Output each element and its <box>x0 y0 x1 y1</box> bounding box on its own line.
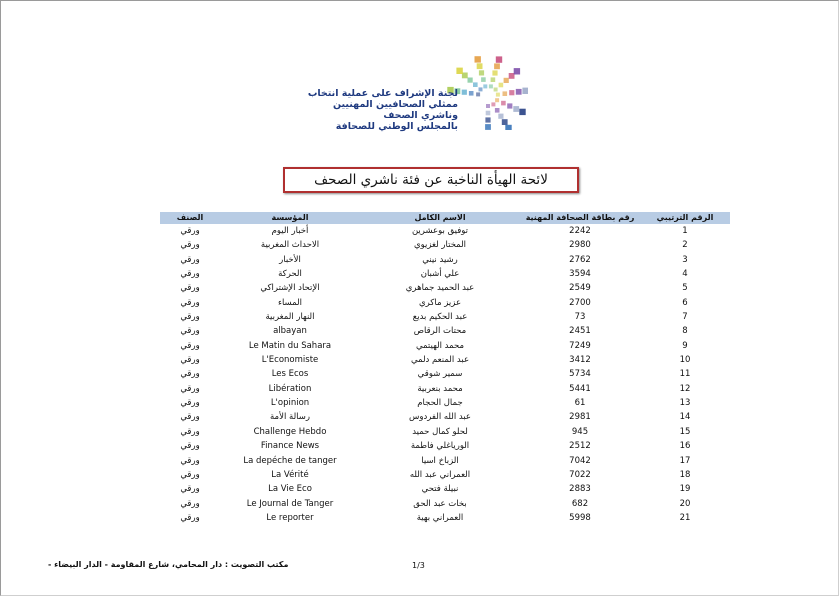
table-row <box>160 353 730 367</box>
logo-line: ممثلي الصحافيين المهنيين <box>332 99 458 110</box>
cell-card: 3412 <box>569 355 591 366</box>
cell-rank: 9 <box>682 340 688 351</box>
table-row <box>160 253 730 267</box>
cell-type: ورقي <box>180 398 200 409</box>
table-row <box>160 454 730 468</box>
cell-card: 2762 <box>569 254 591 265</box>
cell-institution: الاحداث المغربية <box>260 240 320 251</box>
cell-type: ورقي <box>180 426 200 437</box>
cell-name: رشيد نيني <box>422 254 458 265</box>
cell-institution: رسالة الأمة <box>270 412 310 423</box>
cell-institution: La Vérité <box>271 469 309 480</box>
cell-name: الورياغلي فاطمة <box>410 441 470 452</box>
cell-rank: 10 <box>679 355 691 366</box>
cell-type: ورقي <box>180 254 200 265</box>
table-header <box>160 212 730 224</box>
cell-institution: Le reporter <box>266 512 314 523</box>
table-row <box>160 439 730 453</box>
page-number: 1/3 <box>412 561 425 570</box>
header-type: الصنف <box>176 213 204 222</box>
cell-rank: 8 <box>682 326 688 337</box>
cell-card: 7249 <box>569 340 591 351</box>
cell-type: ورقي <box>180 441 200 452</box>
logo-tile <box>491 102 495 106</box>
cell-institution: L'opinion <box>270 398 310 409</box>
logo-tile <box>462 90 467 95</box>
logo-tile <box>509 90 514 95</box>
table-row <box>160 367 730 381</box>
cell-type: ورقي <box>180 412 200 423</box>
table-row <box>160 396 730 410</box>
cell-name: جمال الحجام <box>417 398 463 409</box>
header-institution: المؤسسة <box>271 213 309 222</box>
cell-rank: 18 <box>679 469 691 480</box>
cell-institution: الإتحاد الإشتراكي <box>260 283 320 294</box>
logo-tile <box>476 92 480 96</box>
cell-type: ورقي <box>180 226 200 236</box>
cell-type: ورقي <box>180 484 200 495</box>
cell-card: 2700 <box>569 297 591 308</box>
logo-tile <box>483 84 487 88</box>
cell-card: 2981 <box>569 412 591 423</box>
logo-tile <box>496 56 502 62</box>
cell-rank: 13 <box>679 398 691 409</box>
logo-tile <box>481 77 486 82</box>
cell-institution: Challenge Hebdo <box>253 426 327 437</box>
cell-institution: النهار المغربية <box>265 312 315 323</box>
cell-type: ورقي <box>180 369 200 380</box>
logo-line: وناشري الصحف <box>383 110 458 121</box>
cell-rank: 12 <box>679 383 691 394</box>
cell-name: محمد الهيتمي <box>415 340 465 351</box>
logo-tile <box>498 114 503 119</box>
cell-name: توفيق بوعشرين <box>411 226 469 236</box>
cell-name: عبد المنعم دلمي <box>410 355 470 366</box>
cell-type: ورقي <box>180 326 200 337</box>
logo-line: لجنة الإشراف على عملية انتخاب <box>307 88 458 99</box>
logo-tile <box>503 91 508 96</box>
logo-tile <box>494 88 498 92</box>
logo-line: بالمجلس الوطني للصحافة <box>335 121 458 132</box>
cell-type: ورقي <box>180 297 200 308</box>
cell-name: عبد الحكيم بديع <box>412 312 468 323</box>
cell-card: 3594 <box>569 269 591 280</box>
cell-type: ورقي <box>180 383 200 394</box>
cell-institution: المساء <box>277 297 303 308</box>
cell-type: ورقي <box>180 355 200 366</box>
cell-rank: 7 <box>682 312 688 323</box>
cell-type: ورقي <box>180 312 200 323</box>
cell-type: ورقي <box>180 512 200 523</box>
cell-type: ورقي <box>180 283 200 294</box>
logo-tile <box>516 89 522 95</box>
table-row <box>160 482 730 496</box>
cell-name: محتات الرقاص <box>413 326 467 337</box>
table-row <box>160 511 730 525</box>
cell-card: 2980 <box>569 240 591 251</box>
electors-table <box>160 212 730 525</box>
table-row <box>160 281 730 295</box>
logo-tile <box>469 91 474 96</box>
logo-tile <box>489 84 493 88</box>
logo-tile <box>494 63 500 69</box>
logo-tile <box>496 93 500 97</box>
cell-card: 5441 <box>569 383 591 394</box>
cell-card: 7022 <box>569 469 591 480</box>
logo-tile <box>485 124 491 130</box>
cell-rank: 2 <box>682 240 688 251</box>
logo-tile <box>519 109 525 115</box>
cell-card: 7042 <box>569 455 591 466</box>
cell-institution: أخبار اليوم <box>271 226 309 236</box>
cell-institution: Le Journal de Tanger <box>246 498 334 509</box>
logo-tile <box>477 63 483 69</box>
logo-tile <box>485 117 490 122</box>
cell-card: 945 <box>571 426 589 437</box>
cell-card: 682 <box>571 498 589 509</box>
cell-rank: 6 <box>682 297 688 308</box>
cell-institution: Libération <box>268 383 312 394</box>
logo-tile <box>473 82 478 87</box>
cell-rank: 14 <box>679 412 691 423</box>
table-row <box>160 267 730 281</box>
cell-rank: 1 <box>682 226 688 236</box>
header-rank: الرقم الترتيبي <box>656 213 714 222</box>
table-row <box>160 324 730 338</box>
logo-tile <box>513 106 519 112</box>
cell-institution: albayan <box>273 326 307 337</box>
logo-tile <box>504 78 509 83</box>
cell-rank: 4 <box>682 269 688 280</box>
cell-card: 2451 <box>569 326 591 337</box>
cell-card: 2883 <box>569 484 591 495</box>
logo-tile <box>495 98 499 102</box>
logo-text <box>307 88 458 132</box>
logo-tile <box>486 111 491 116</box>
cell-rank: 16 <box>679 441 691 452</box>
cell-institution: Le Matin du Sahara <box>248 340 332 351</box>
cell-rank: 15 <box>679 426 691 437</box>
table-row <box>160 382 730 396</box>
cell-card: 73 <box>574 312 586 323</box>
logo-tile <box>502 119 508 125</box>
cell-name: الزباخ اسيا <box>421 455 459 466</box>
cell-card: 5734 <box>569 369 591 380</box>
cell-rank: 3 <box>682 254 688 265</box>
logo-tile <box>495 108 500 113</box>
table-row <box>160 310 730 324</box>
cell-name: علي أشبان <box>420 269 460 280</box>
cell-name: بخات عبد الحق <box>413 498 467 509</box>
cell-name: المختار لغزيوي <box>413 240 467 251</box>
logo-tile <box>509 73 515 79</box>
table-row <box>160 410 730 424</box>
cell-card: 2512 <box>569 441 591 452</box>
header-name: الاسم الكامل <box>414 213 466 222</box>
header-card: رقم بطاقة الصحافة المهنية <box>525 213 635 222</box>
logo-tile <box>456 68 462 74</box>
cell-type: ورقي <box>180 269 200 280</box>
cell-name: العمراني بهية <box>416 512 464 523</box>
cell-type: ورقي <box>180 455 200 466</box>
cell-institution: L'Economiste <box>261 355 319 366</box>
cell-institution: Finance News <box>260 441 320 452</box>
cell-name: محمد بنعربية <box>417 383 463 394</box>
cell-rank: 20 <box>679 498 691 509</box>
cell-card: 5998 <box>569 512 591 523</box>
cell-type: ورقي <box>180 469 200 480</box>
cell-name: سمير شوقي <box>417 369 463 380</box>
cell-rank: 5 <box>682 283 688 294</box>
logo-tile <box>507 103 512 108</box>
cell-type: ورقي <box>180 340 200 351</box>
cell-name: عبد الله الفردوس <box>408 412 472 423</box>
table-row <box>160 497 730 511</box>
cell-name: لحلو كمال حميد <box>412 426 468 437</box>
logo-tile <box>468 78 473 83</box>
cell-rank: 11 <box>679 369 691 380</box>
logo-tile <box>499 83 504 88</box>
table-row <box>160 425 730 439</box>
cell-institution: La depéche de tanger <box>243 455 337 466</box>
cell-card: 61 <box>574 398 586 409</box>
cell-name: العمراني عبد الله <box>409 469 471 480</box>
cell-card: 2549 <box>569 283 591 294</box>
table-row <box>160 238 730 252</box>
cell-rank: 17 <box>679 455 691 466</box>
cell-type: ورقي <box>180 240 200 251</box>
logo-tile <box>491 77 496 82</box>
table-row <box>160 224 730 238</box>
logo-tile <box>486 104 490 108</box>
cell-type: ورقي <box>180 498 200 509</box>
logo-tile <box>522 88 528 94</box>
table-row <box>160 339 730 353</box>
logo <box>307 54 528 132</box>
cell-card: 2242 <box>569 226 591 236</box>
logo-tile <box>479 87 483 91</box>
document-title: لائحة الهيأة الناخبة عن فئة ناشري الصحف <box>283 167 579 193</box>
cell-name: عبد الحميد جماهري <box>405 283 475 294</box>
logo-tile <box>479 70 484 75</box>
cell-name: عزيز ماكري <box>418 297 462 308</box>
table-row <box>160 468 730 482</box>
logo-tile <box>475 56 481 62</box>
table-row <box>160 296 730 310</box>
cell-name: نبيلة فتحي <box>421 484 459 495</box>
cell-institution: الأخبار <box>279 254 301 265</box>
cell-rank: 21 <box>679 512 691 523</box>
logo-tile <box>501 101 506 106</box>
cell-institution: Les Ecos <box>271 369 309 380</box>
cell-institution: الحركة <box>278 269 302 280</box>
footer-address: مكتب التصويت : دار المحامي، شارع المقاومة - الدار البيضاء - <box>48 560 289 569</box>
logo-tile <box>492 70 497 75</box>
cell-institution: La Vie Eco <box>268 484 312 495</box>
logo-tile <box>514 68 520 74</box>
table-body <box>160 224 730 525</box>
logo-tile <box>505 125 511 130</box>
cell-rank: 19 <box>679 484 691 495</box>
